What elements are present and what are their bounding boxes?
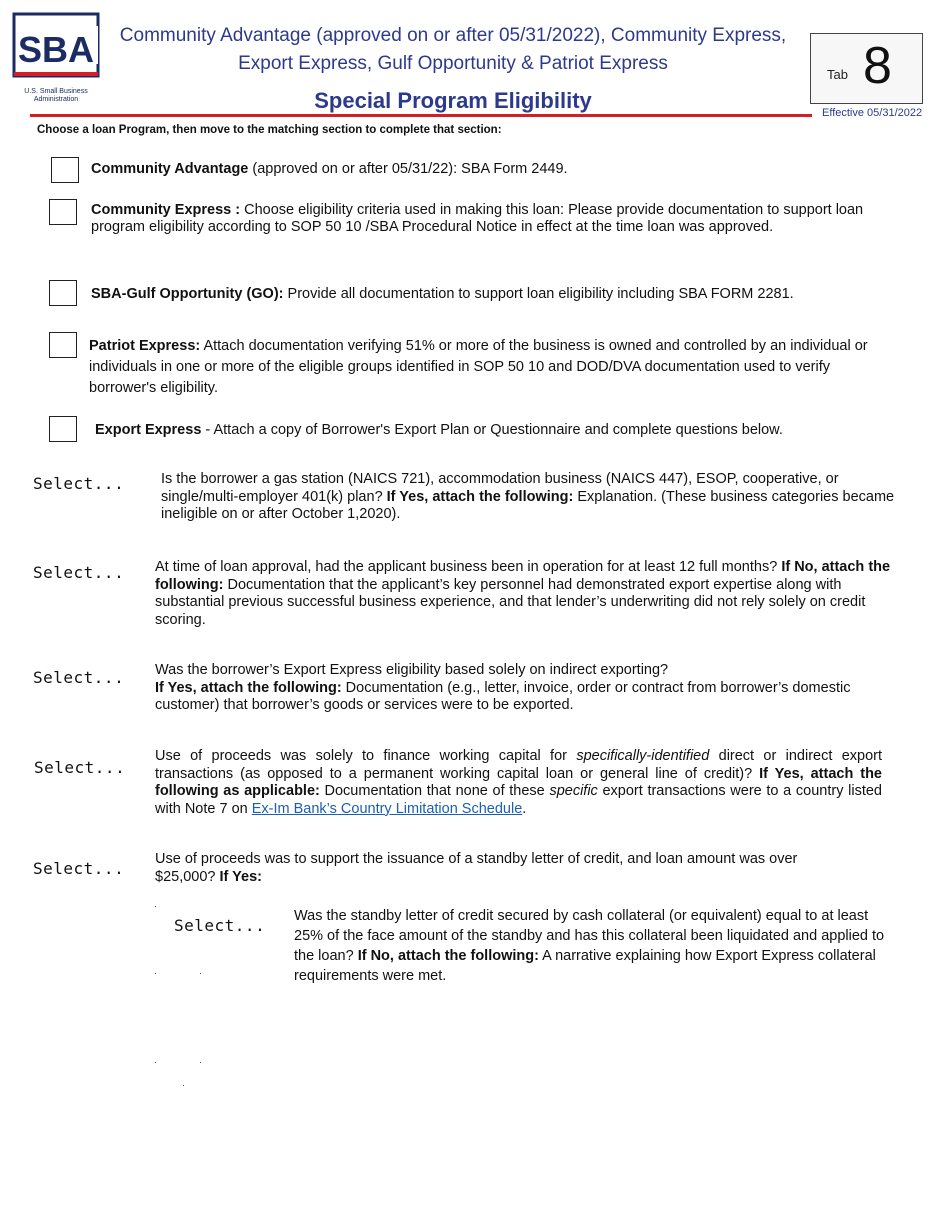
checkbox-export-express[interactable] (49, 416, 77, 442)
program-community-advantage: Community Advantage (approved on or after 05/31/22): SBA Form 2449. (91, 161, 568, 177)
select-operation-12-months[interactable]: Select... (33, 563, 125, 582)
exim-country-limitation-link[interactable]: Ex-Im Bank’s Country Limitation Schedule (251, 800, 523, 817)
tab-number: 8 (863, 37, 892, 95)
question-indirect-exporting: Was the borrower’s Export Express eligibility based solely on indirect exporting? If Yes, attach the following: Documentation (e.g., letter, invoice, order or contract from borrower’s domestic customer) that borrower’s goods or services were to be exported. (155, 662, 851, 713)
page-title: Community Advantage (approved on or after 05/31/2022), Community Express, Export Express, Gulf Opportunity & Patriot Express (119, 25, 787, 74)
checkbox-patriot-express[interactable] (49, 332, 77, 358)
select-standby-letter[interactable]: Select... (33, 859, 125, 878)
checkbox-community-express[interactable] (49, 199, 77, 225)
program-export-express: Export Express - Attach a copy of Borrower's Export Plan or Questionnaire and complete questions below. (95, 422, 783, 438)
program-gulf-opportunity: SBA-Gulf Opportunity (GO): Provide all documentation to support loan eligibility including SBA FORM 2281. (91, 286, 794, 302)
checkbox-gulf-opportunity[interactable] (49, 280, 77, 306)
question-cash-collateral: Was the standby letter of credit secured by cash collateral (or equivalent) equal to at least 25% of the face amount of the standby and has this collateral been liquidated and applied to the loan? If No, attach the following: A narrative explaining how Export Express collateral requirements were met. (294, 908, 885, 984)
field-marker (155, 1062, 156, 1063)
question-standby-letter: Use of proceeds was to support the issuance of a standby letter of credit, and loan amount was over $25,000? If Yes: (155, 851, 798, 885)
header-divider (30, 114, 812, 117)
program-community-express: Community Express : Choose eligibility criteria used in making this loan: Please provide documentation to support loan program eligibility according to SOP 50 10 /SBA Procedural Notice in effect at the time loan was approved. (91, 202, 864, 235)
program-patriot-express: Patriot Express: Attach documentation verifying 51% or more of the business is owned and controlled by an individual or individuals in one or more of the eligible groups identified in SOP 50 10 and DOD/DVA documentation used to verify borrower's eligibility. (89, 338, 868, 396)
checkbox-community-advantage[interactable] (51, 157, 79, 183)
instruction-text: Choose a loan Program, then move to the matching section to complete that section: (37, 124, 502, 136)
question-operation-12-months: At time of loan approval, had the applicant business been in operation for at least 12 full months? If No, attach the following: Documentation that the applicant’s key personnel had demonstrated export expertise along with substantial previous successful business experience, and that lender’s underwriting did not rely solely on credit scoring. (155, 559, 891, 628)
field-marker (155, 906, 156, 907)
field-marker (200, 1062, 201, 1063)
select-indirect-exporting[interactable]: Select... (33, 668, 125, 687)
question-working-capital: Use of proceeds was solely to finance working capital for specifically-identified direct or indirect export transactions (as opposed to a permanent working capital loan or general line of credit)? If Yes, attach the following as applicable: Documentation that none of these specific export transactions were to a country listed with Note 7 on Ex-Im Bank’s Country Limitation Schedule. (155, 748, 882, 817)
logo-text: SBA (17, 29, 95, 70)
field-marker (200, 973, 201, 974)
select-cash-collateral[interactable]: Select... (174, 916, 266, 935)
effective-date: Effective 05/31/2022 (822, 107, 923, 119)
page-subtitle: Special Program Eligibility (314, 88, 592, 113)
select-gas-station[interactable]: Select... (33, 474, 125, 493)
select-working-capital[interactable]: Select... (34, 758, 126, 777)
field-marker (183, 1085, 184, 1086)
field-marker (155, 973, 156, 974)
logo-subtitle: U.S. Small Business Administration (24, 88, 88, 103)
tab-label: Tab (827, 67, 848, 82)
question-gas-station: Is the borrower a gas station (NAICS 721), accommodation business (NAICS 447), ESOP, cooperative, or single/multi-employer 401(k) plan? If Yes, attach the following: Explanation. (These business categories became ineligible on or after October 1,2020). (161, 471, 895, 522)
tab-box (810, 33, 923, 104)
